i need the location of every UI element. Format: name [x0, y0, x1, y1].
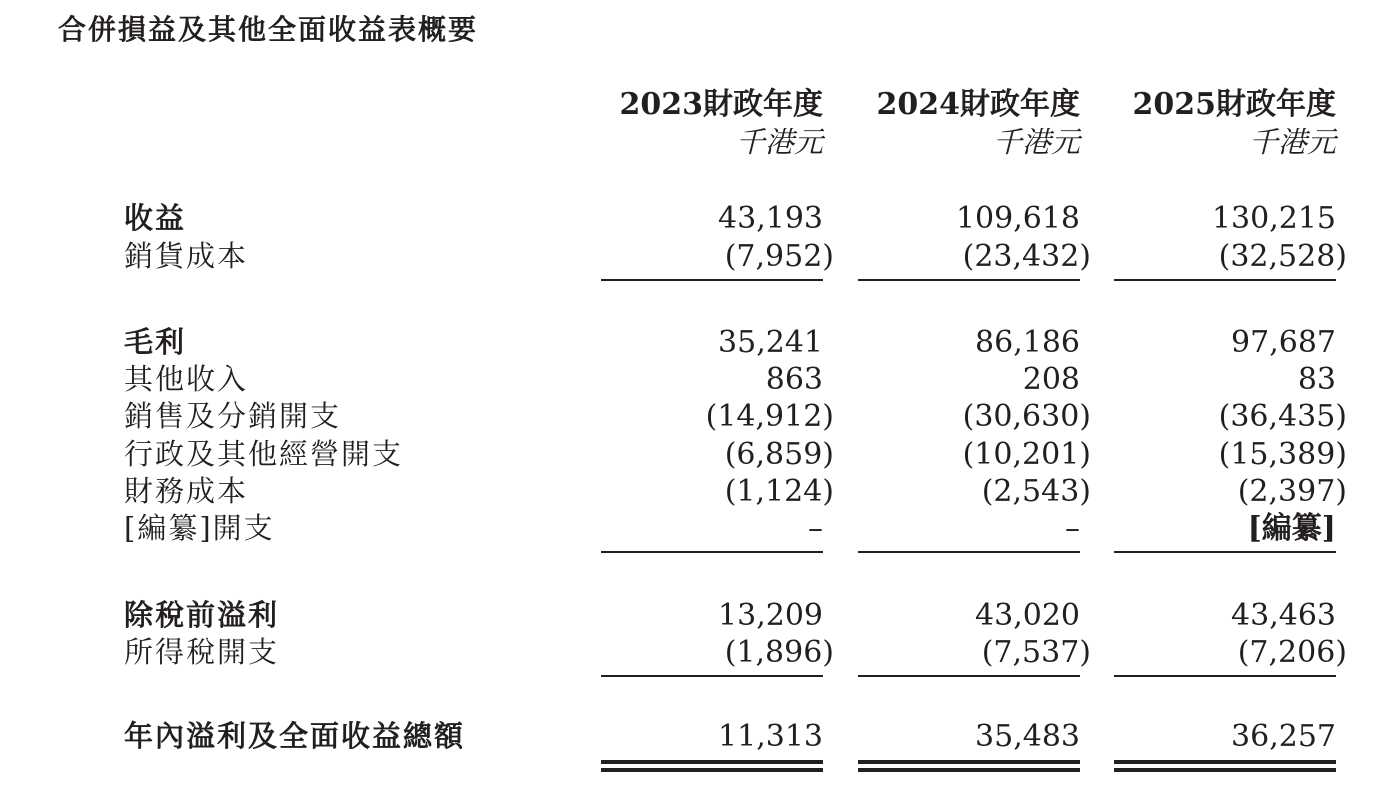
column-unit: 千港元 [1248, 125, 1336, 159]
value-2024: (7,537) [981, 635, 1091, 670]
value-2025: 43,463 [1231, 598, 1336, 633]
row-label-cost-of-sales: 銷貨成本 [124, 239, 249, 273]
subtotal-rule [858, 279, 1080, 281]
value-2024: 35,483 [975, 719, 1080, 754]
total-double-rule-top [1114, 760, 1336, 764]
subtotal-rule [601, 551, 823, 553]
total-double-rule-bottom [601, 768, 823, 772]
row-label-other-income: 其他收入 [124, 362, 249, 396]
column-year: 2024財政年度 [876, 87, 1080, 122]
value-2023: 13,209 [718, 598, 823, 633]
column-year: 2023財政年度 [619, 87, 823, 122]
page-title: 合併損益及其他全面收益表概要 [58, 13, 479, 46]
value-2024: 208 [1022, 362, 1080, 397]
value-2023: (1,896) [724, 635, 834, 670]
value-2025: 83 [1297, 362, 1336, 397]
column-unit: 千港元 [735, 125, 823, 159]
column-unit: 千港元 [992, 125, 1080, 159]
subtotal-rule [1114, 675, 1336, 677]
value-2024: 86,186 [975, 325, 1080, 360]
row-label-revenue: 收益 [124, 201, 187, 235]
value-2025: 36,257 [1231, 719, 1336, 754]
subtotal-rule [1114, 279, 1336, 281]
value-2024: (10,201) [962, 437, 1091, 472]
value-2025: (32,528) [1218, 239, 1347, 274]
column-year: 2025財政年度 [1132, 87, 1336, 122]
value-2024: – [1065, 511, 1080, 546]
column-header-2023 [620, 86, 824, 160]
value-2025: 130,215 [1211, 201, 1336, 236]
value-2023: 863 [765, 362, 823, 397]
column-header-2025 [1133, 86, 1337, 160]
subtotal-rule [1114, 551, 1336, 553]
value-2025: (15,389) [1218, 437, 1347, 472]
subtotal-rule [858, 551, 1080, 553]
value-2023: (1,124) [724, 474, 834, 509]
subtotal-rule [601, 279, 823, 281]
value-2025: 97,687 [1231, 325, 1336, 360]
value-2024: (2,543) [981, 474, 1091, 509]
value-2023: (14,912) [705, 399, 834, 434]
value-2023: 43,193 [718, 201, 823, 236]
subtotal-rule [601, 675, 823, 677]
column-header-2024 [877, 86, 1081, 160]
total-double-rule-top [858, 760, 1080, 764]
value-2023: 35,241 [718, 325, 823, 360]
value-2023: 11,313 [718, 719, 823, 754]
row-label-selling-expenses: 銷售及分銷開支 [124, 399, 342, 433]
value-2023: – [808, 511, 823, 546]
value-2025: (2,397) [1237, 474, 1347, 509]
row-label-profit-before-tax: 除稅前溢利 [124, 598, 280, 632]
value-2025: [編纂] [1247, 511, 1336, 546]
row-label-finance-costs: 財務成本 [124, 474, 249, 508]
total-double-rule-bottom [1114, 768, 1336, 772]
value-2025: (7,206) [1237, 635, 1347, 670]
value-2025: (36,435) [1218, 399, 1347, 434]
value-2024: (23,432) [962, 239, 1091, 274]
total-double-rule-bottom [858, 768, 1080, 772]
total-double-rule-top [601, 760, 823, 764]
row-label-gross-profit: 毛利 [124, 325, 187, 359]
subtotal-rule [858, 675, 1080, 677]
value-2023: (7,952) [724, 239, 834, 274]
row-label-admin-expenses: 行政及其他經營開支 [124, 437, 404, 471]
value-2024: 109,618 [955, 201, 1080, 236]
value-2024: (30,630) [962, 399, 1091, 434]
row-label-income-tax: 所得稅開支 [124, 635, 280, 669]
row-label-total-comprehensive-income: 年內溢利及全面收益總額 [124, 719, 466, 753]
value-2024: 43,020 [975, 598, 1080, 633]
value-2023: (6,859) [724, 437, 834, 472]
row-label-redacted-expenses: [編纂]開支 [124, 511, 275, 545]
